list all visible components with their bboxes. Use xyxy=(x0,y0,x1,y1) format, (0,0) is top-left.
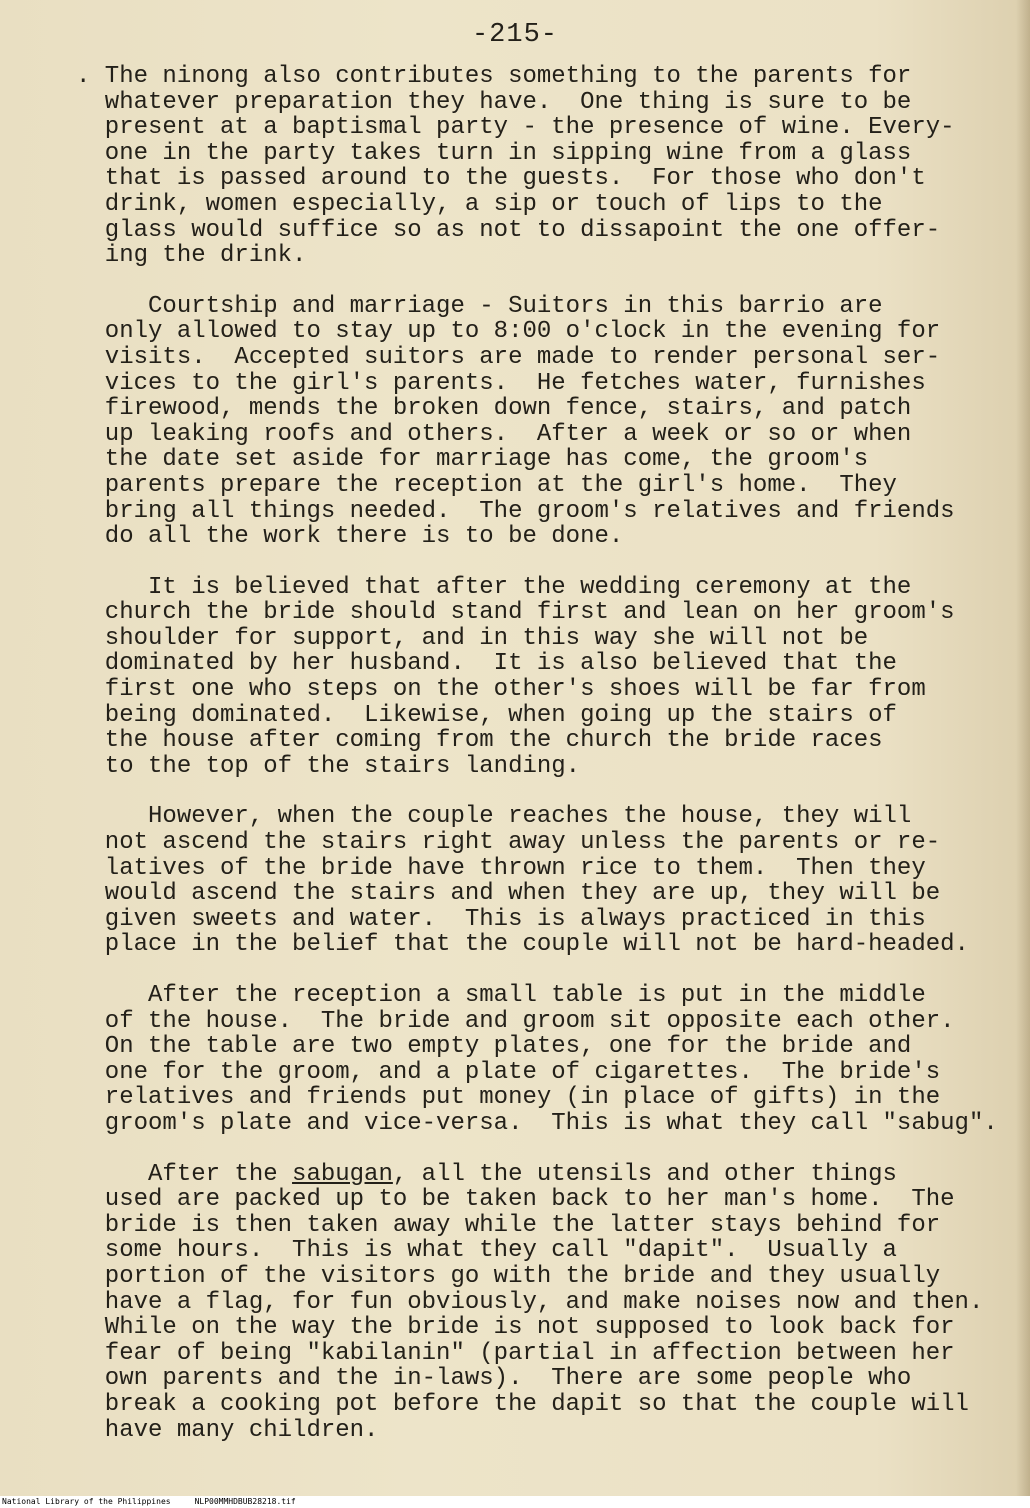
paragraph-dapit xyxy=(76,1162,1006,1444)
text-line: visits. Accepted suitors are made to render personal ser- xyxy=(76,343,941,371)
text-line: shoulder for support, and in this way she will not be xyxy=(76,624,869,652)
text-line: After the reception a small table is put in the middle xyxy=(76,982,926,1009)
text-line: It is believed that after the wedding ceremony at the xyxy=(76,573,912,601)
text-fragment: After the xyxy=(76,1160,293,1188)
text-line: only allowed to stay up to 8:00 o'clock in the evening for xyxy=(76,318,941,346)
text-line: whatever preparation they have. One thing is sure to be xyxy=(76,88,912,116)
file-code: NLP00MMHDBUB28218.tif xyxy=(194,1497,296,1506)
text-line: some hours. This is what they call "dapit". Usually a xyxy=(76,1237,897,1265)
text-line: up leaking roofs and others. After a week or so or when xyxy=(76,420,912,448)
text-line: have a flag, for fun obviously, and make noises now and then. xyxy=(76,1288,984,1316)
text-line: glass would suffice so as not to dissapoint the one offer- xyxy=(76,216,941,244)
library-credit: National Library of the Philippines xyxy=(2,1497,171,1506)
text-line: groom's plate and vice-versa. This is what they call "sabug". xyxy=(76,1109,998,1137)
text-line: do all the work there is to be done. xyxy=(76,523,624,551)
text-line: present at a baptismal party - the presence of wine. Every- xyxy=(76,114,955,142)
text-line: to the top of the stairs landing. xyxy=(76,752,581,780)
text-line: Courtship and marriage - Suitors in this barrio are xyxy=(76,292,883,320)
text-line: While on the way the bride is not supposed to look back for xyxy=(76,1314,955,1342)
underlined-term-sabugan: sabugan xyxy=(292,1160,393,1188)
text-line: relatives and friends put money (in place of gifts) in the xyxy=(76,1084,941,1112)
text-line: bride is then taken away while the latter stays behind for xyxy=(76,1211,941,1239)
text-line: own parents and the in-laws). There are some people who xyxy=(76,1365,912,1393)
text-line: the house after coming from the church the bride races xyxy=(76,727,883,755)
text-line: dominated by her husband. It is also believed that the xyxy=(76,650,897,678)
text-line: firewood, mends the broken down fence, stairs, and patch xyxy=(76,395,912,423)
text-line: latives of the bride have thrown rice to them. Then they xyxy=(76,854,926,882)
text-line: one in the party takes turn in sipping wine from a glass xyxy=(76,139,912,167)
text-line: bring all things needed. The groom's relatives and friends xyxy=(76,497,955,525)
paragraph-courtship xyxy=(76,294,1006,550)
text-line: vices to the girl's parents. He fetches water, furnishes xyxy=(76,369,926,397)
text-line: fear of being "kabilanin" (partial in affection between her xyxy=(76,1339,955,1367)
text-line: ing the drink. xyxy=(76,242,307,270)
text-line: of the house. The bride and groom sit opposite each other. xyxy=(76,1007,955,1035)
text-line: not ascend the stairs right away unless the parents or re- xyxy=(76,829,941,857)
text-line: would ascend the stairs and when they are up, they will be xyxy=(76,880,941,908)
text-line xyxy=(76,1162,1006,1188)
paragraph-wedding-beliefs xyxy=(76,575,1006,780)
text-line: that is passed around to the guests. For those who don't xyxy=(76,165,926,193)
text-line: have many children. xyxy=(76,1416,379,1444)
text-line: church the bride should stand first and lean on her groom's xyxy=(76,599,955,627)
text-fragment: , all the utensils and other things xyxy=(392,1160,897,1188)
text-line: However, when the couple reaches the house, they will xyxy=(76,803,912,831)
text-line: given sweets and water. This is always practiced in this xyxy=(76,905,926,933)
page-number: -215- xyxy=(471,20,558,50)
text-line: one for the groom, and a plate of cigarettes. The bride's xyxy=(76,1058,941,1086)
text-line: place in the belief that the couple will not be hard-headed. xyxy=(76,931,969,959)
text-line: the date set aside for marriage has come, the groom's xyxy=(76,446,869,474)
scan-footer xyxy=(0,1496,1030,1508)
text-line: On the table are two empty plates, one for the bride and xyxy=(76,1033,912,1061)
text-line: break a cooking pot before the dapit so that the couple will xyxy=(76,1390,969,1418)
text-line: first one who steps on the other's shoes will be far from xyxy=(76,676,926,704)
text-line: drink, women especially, a sip or touch of lips to the xyxy=(76,190,883,218)
document-body xyxy=(76,64,1006,1468)
paragraph-baptism xyxy=(76,64,1006,269)
page-edge-shadow xyxy=(1016,0,1030,1496)
text-line: being dominated. Likewise, when going up the stairs of xyxy=(76,701,897,729)
text-line: used are packed up to be taken back to her man's home. The xyxy=(76,1186,955,1214)
text-line: parents prepare the reception at the girl's home. They xyxy=(76,471,897,499)
paragraph-sabug xyxy=(76,983,1006,1137)
text-line: . The ninong also contributes something to the parents for xyxy=(76,63,912,90)
paragraph-arrival xyxy=(76,804,1006,958)
text-line: portion of the visitors go with the bride and they usually xyxy=(76,1262,941,1290)
